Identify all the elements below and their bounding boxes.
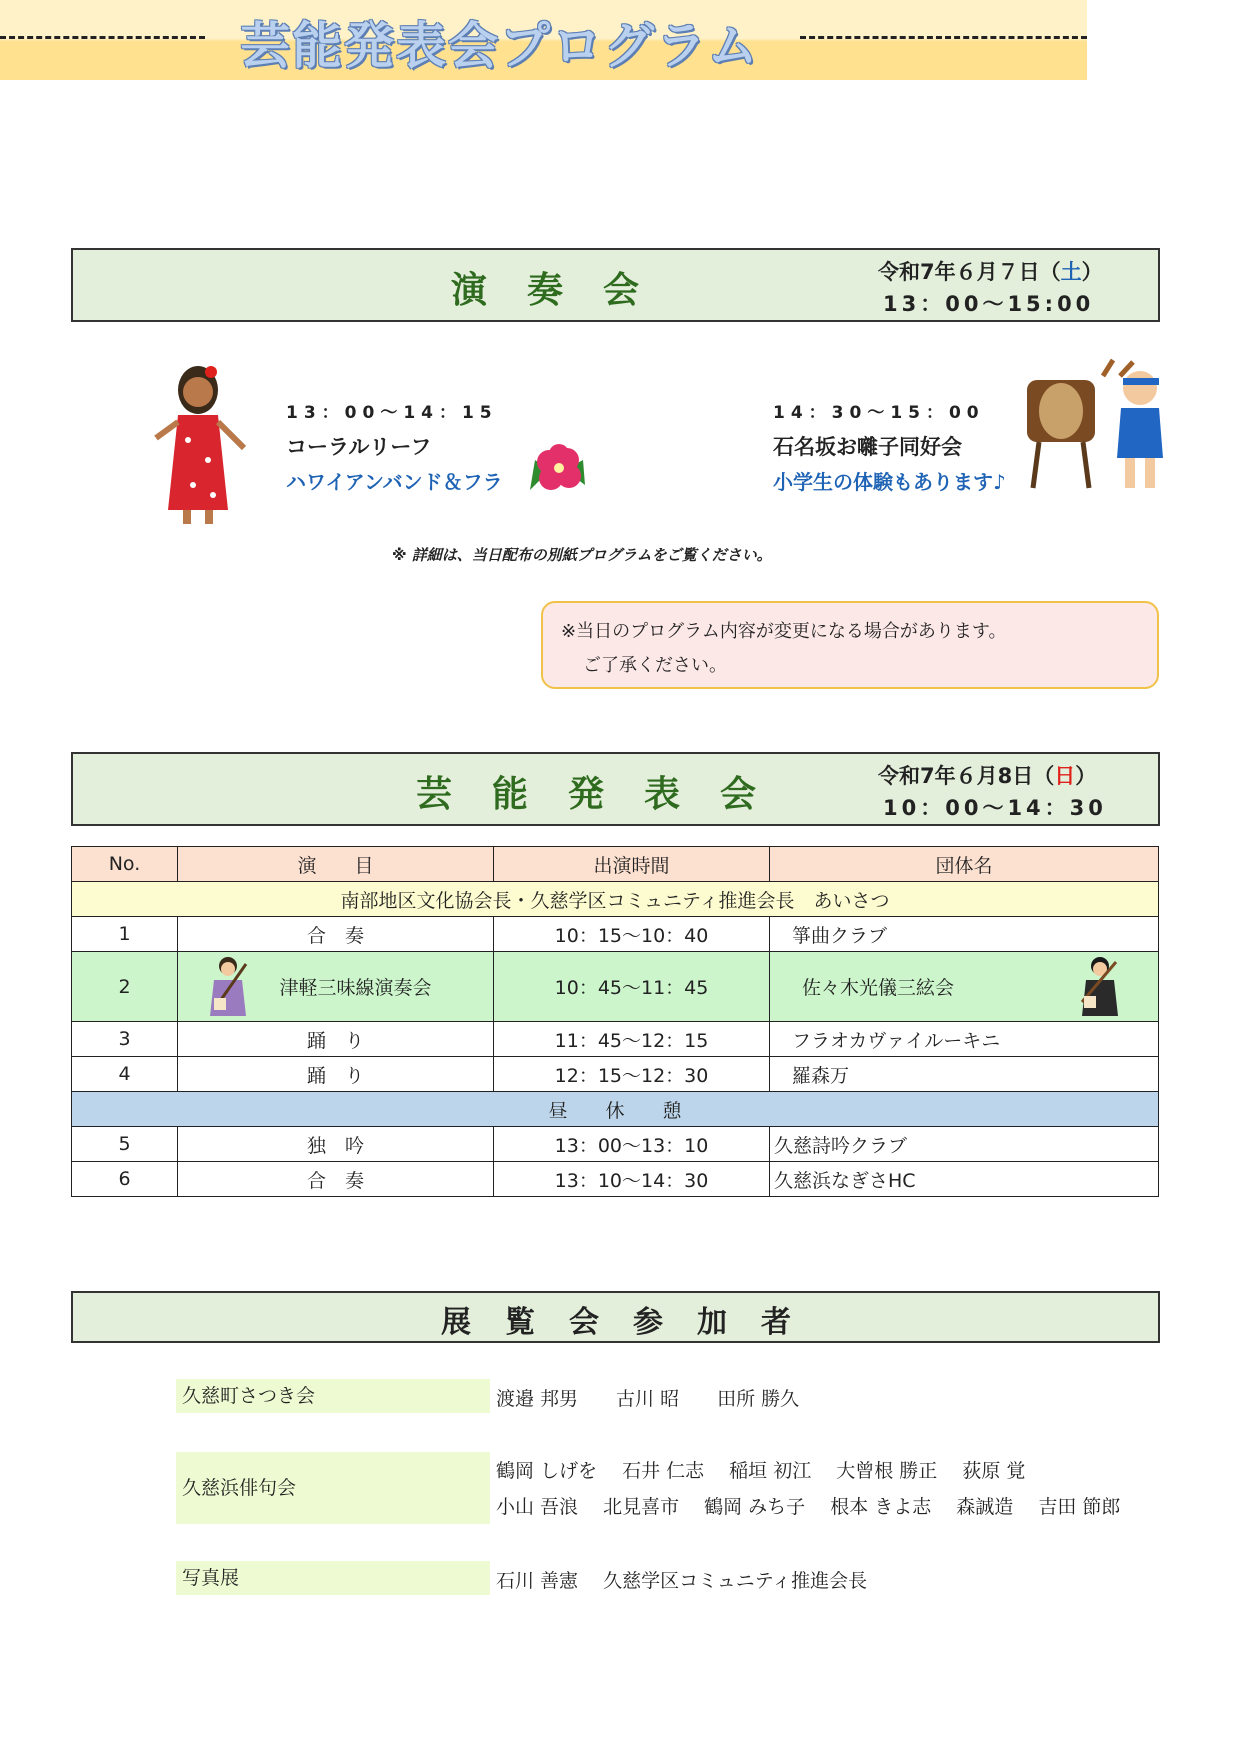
break-row xyxy=(72,1092,1159,1127)
performance-title: 芸 能 発 表 会 xyxy=(416,774,759,815)
row-group-cell xyxy=(770,952,1159,1022)
col-header-time: 出演時間 xyxy=(494,847,770,882)
page-title: 芸能発表会プログラム xyxy=(240,17,760,75)
right-performer-time: 14：30～15：00 xyxy=(773,403,985,423)
left-performer-time: 13：00～14：15 xyxy=(286,403,498,423)
hibiscus-icon xyxy=(525,440,595,500)
shamisen-player-icon xyxy=(1078,954,1122,1018)
row-no: 3 xyxy=(72,1022,178,1057)
row-time: 11：45～12：15 xyxy=(494,1022,770,1057)
table-row xyxy=(72,1057,1159,1092)
banner-dashes-right xyxy=(800,36,1087,39)
col-header-title: 演 目 xyxy=(178,847,494,882)
hula-dancer-illustration xyxy=(148,360,258,530)
exhibition-group-names: 渡邉 邦男 古川 昭 田所 勝久 xyxy=(496,1388,800,1410)
row-group: 羅森万 xyxy=(770,1057,1159,1092)
program-table xyxy=(71,846,1159,1197)
performance-time: 10：00～14：30 xyxy=(883,796,1107,820)
notice-line1: ※当日のプログラム内容が変更になる場合があります。 xyxy=(561,621,1007,642)
row-group: 久慈詩吟クラブ xyxy=(770,1127,1159,1162)
details-note: ※ 詳細は、当日配布の別紙プログラムをご覧ください。 xyxy=(392,546,772,564)
row-time: 12：15～12：30 xyxy=(494,1057,770,1092)
row-time: 10：15～10：40 xyxy=(494,917,770,952)
concert-time: 13：00～15:00 xyxy=(883,292,1095,316)
table-row xyxy=(72,952,1159,1022)
table-header-row xyxy=(72,847,1159,882)
taiko-drummer-illustration xyxy=(1025,358,1167,493)
row-time: 10：45～11：45 xyxy=(494,952,770,1022)
row-title: 津軽三味線演奏会 xyxy=(279,977,432,999)
row-group: フラオカヴァイルーキニ xyxy=(770,1022,1159,1057)
exhibition-group-names-2: 小山 吾浪 北見喜市 鶴岡 みち子 根本 きよ志 森誠造 吉田 節郎 xyxy=(496,1496,1121,1518)
table-row xyxy=(72,1162,1159,1197)
row-no: 2 xyxy=(72,952,178,1022)
exhibition-group-label: 久慈町さつき会 xyxy=(176,1379,490,1413)
concert-day: 土 xyxy=(1060,260,1082,284)
performance-header xyxy=(71,752,1160,826)
row-title: 踊 り xyxy=(178,1022,494,1057)
row-group: 箏曲クラブ xyxy=(770,917,1159,952)
concert-header xyxy=(71,248,1160,322)
row-time: 13：00～13：10 xyxy=(494,1127,770,1162)
row-title: 合 奏 xyxy=(178,917,494,952)
row-title-cell xyxy=(178,952,494,1022)
exhibition-title: 展 覧 会 参 加 者 xyxy=(441,1305,793,1340)
performance-day: 日 xyxy=(1054,764,1076,788)
exhibition-group-label: 久慈浜俳句会 xyxy=(176,1452,490,1524)
performance-date: 令和7年６月8日（日） xyxy=(878,764,1097,788)
concert-title: 演 奏 会 xyxy=(451,270,642,311)
exhibition-group-names: 鶴岡 しげを 石井 仁志 稲垣 初江 大曾根 勝正 荻原 覚 xyxy=(496,1460,1026,1482)
shamisen-player-icon xyxy=(206,954,250,1018)
lunch-break: 昼 休 憩 xyxy=(72,1092,1159,1127)
title-banner xyxy=(0,0,1087,80)
left-performer-name: コーラルリーフ xyxy=(286,435,432,459)
notice-line2: ご了承ください。 xyxy=(583,655,727,676)
table-row xyxy=(72,1127,1159,1162)
row-title: 踊 り xyxy=(178,1057,494,1092)
row-group: 久慈浜なぎさHC xyxy=(770,1162,1159,1197)
left-performer-sub: ハワイアンバンド＆フラ xyxy=(286,470,503,494)
col-header-no: No. xyxy=(72,847,178,882)
opening-greeting: 南部地区文化協会長・久慈学区コミュニティ推進会長 あいさつ xyxy=(72,882,1159,917)
row-no: 1 xyxy=(72,917,178,952)
table-row xyxy=(72,1022,1159,1057)
opening-row xyxy=(72,882,1159,917)
table-row xyxy=(72,917,1159,952)
row-title: 独 吟 xyxy=(178,1127,494,1162)
exhibition-group-label: 写真展 xyxy=(176,1561,490,1595)
row-no: 6 xyxy=(72,1162,178,1197)
right-performer-name: 石名坂お囃子同好会 xyxy=(773,435,962,459)
col-header-group: 団体名 xyxy=(770,847,1159,882)
concert-date: 令和7年６月７日（土） xyxy=(878,260,1103,284)
row-group: 佐々木光儀三絃会 xyxy=(802,977,955,999)
exhibition-group-names: 石川 善憲 久慈学区コミュニティ推進会長 xyxy=(496,1570,868,1592)
row-no: 5 xyxy=(72,1127,178,1162)
exhibition-header xyxy=(71,1291,1160,1343)
right-performer-sub: 小学生の体験もあります♪ xyxy=(773,470,1006,494)
banner-dashes-left xyxy=(0,36,205,39)
row-time: 13：10～14：30 xyxy=(494,1162,770,1197)
notice-box xyxy=(541,601,1159,689)
row-no: 4 xyxy=(72,1057,178,1092)
row-title: 合 奏 xyxy=(178,1162,494,1197)
